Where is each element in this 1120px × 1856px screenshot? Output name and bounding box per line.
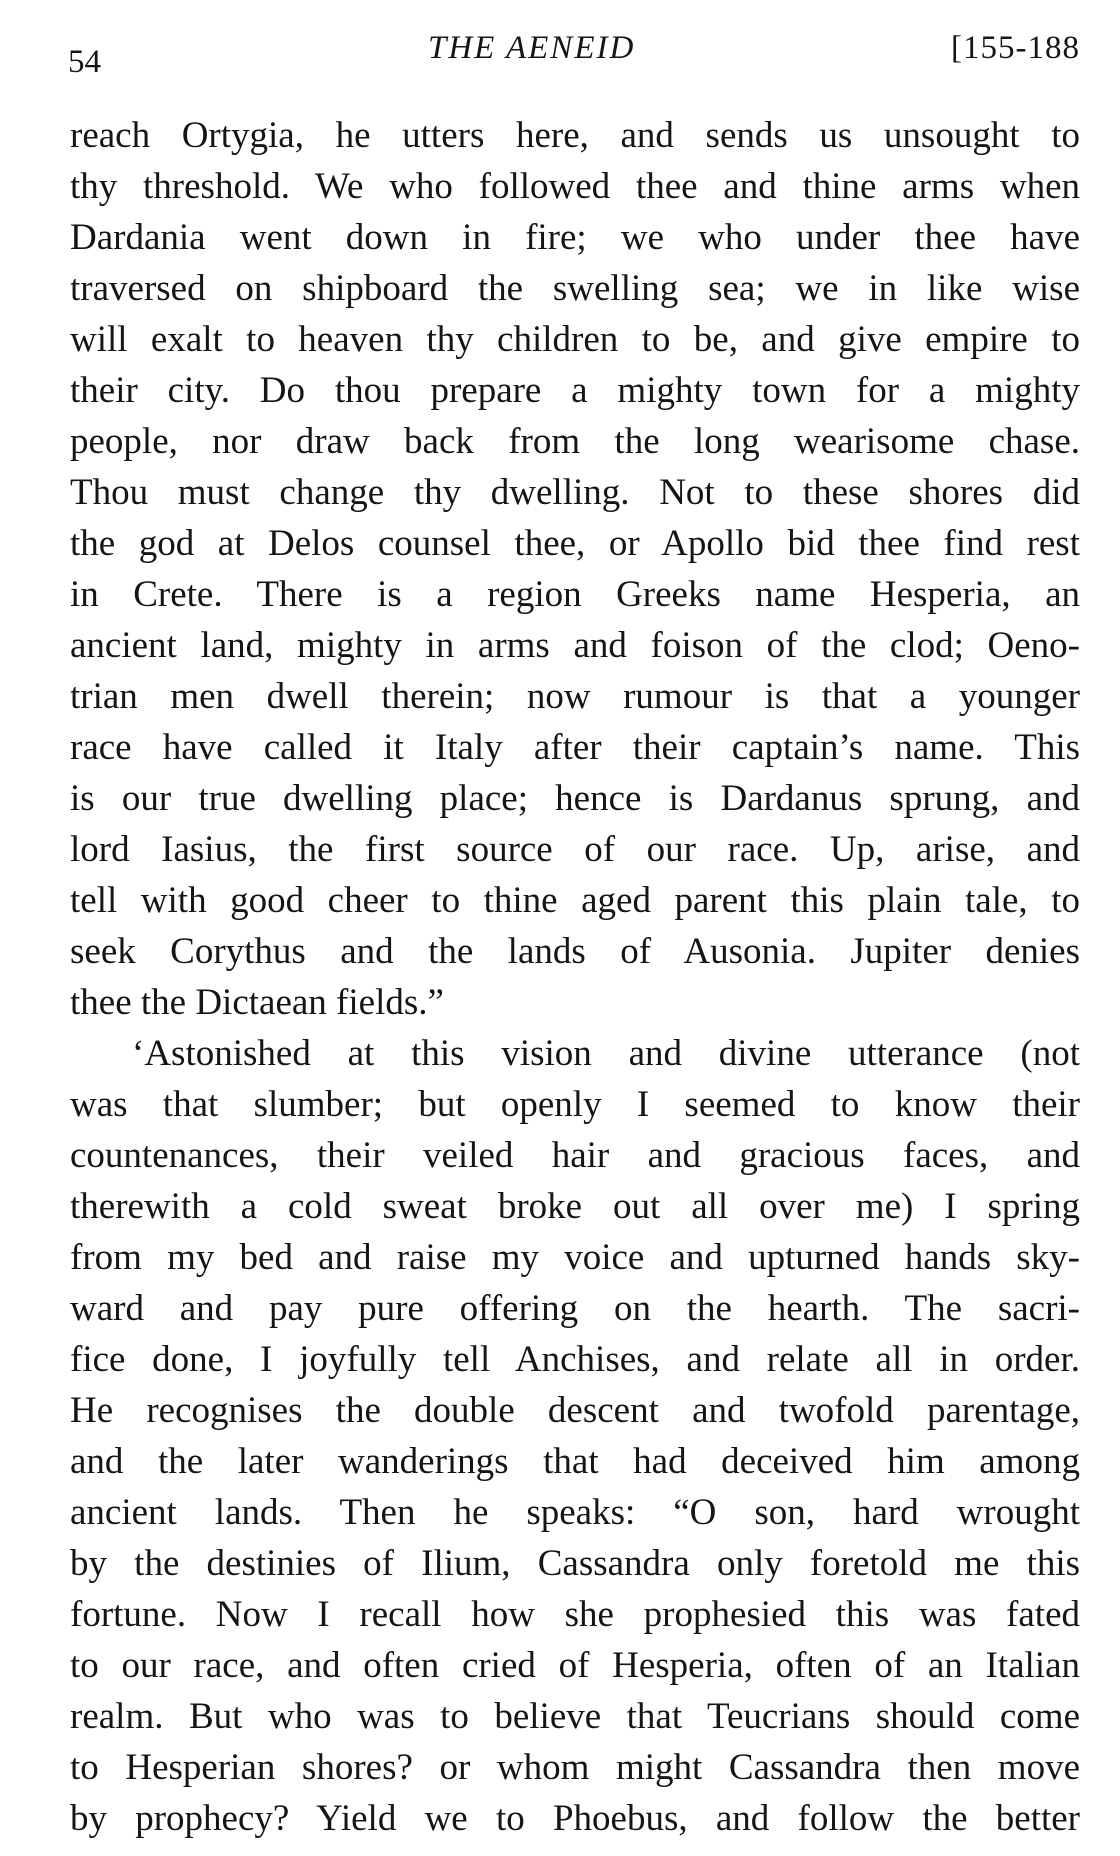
text-line: race have called it Italy after their captain’s name. This (70, 727, 1080, 768)
text-line: He recognises the double descent and twofold parentage, (70, 1390, 1080, 1431)
body-text (70, 110, 1080, 1844)
text-line: countenances, their veiled hair and gracious faces, and (70, 1135, 1080, 1176)
text-line: ancient lands. Then he speaks: “O son, hard wrought (70, 1492, 1080, 1533)
text-line: reach Ortygia, he utters here, and sends us unsought to (70, 115, 1080, 156)
text-line: to our race, and often cried of Hesperia, often of an Italian (70, 1645, 1080, 1686)
text-line: their city. Do thou prepare a mighty town for a mighty (70, 370, 1080, 411)
text-line: people, nor draw back from the long wearisome chase. (70, 421, 1080, 462)
text-line: and the later wanderings that had deceived him among (70, 1441, 1080, 1482)
text-line: by the destinies of Ilium, Cassandra only foretold me this (70, 1543, 1080, 1584)
text-line: Dardania went down in fire; we who under thee have (70, 217, 1080, 258)
text-line: fortune. Now I recall how she prophesied this was fated (70, 1594, 1080, 1635)
text-line: ward and pay pure offering on the hearth. The sacri- (70, 1288, 1080, 1329)
text-line: seek Corythus and the lands of Ausonia. Jupiter denies (70, 931, 1080, 972)
text-line: thy threshold. We who followed thee and thine arms when (70, 166, 1080, 207)
page-number: 54 (68, 44, 101, 80)
running-head (68, 30, 1080, 80)
text-line: Thou must change thy dwelling. Not to these shores did (70, 472, 1080, 513)
text-line: to Hesperian shores? or whom might Cassandra then move (70, 1747, 1080, 1788)
text-line: will exalt to heaven thy children to be, and give empire to (70, 319, 1080, 360)
text-line: tell with good cheer to thine aged parent this plain tale, to (70, 880, 1080, 921)
text-line: was that slumber; but openly I seemed to know their (70, 1084, 1080, 1125)
text-line: ‘Astonished at this vision and divine utterance (not (132, 1033, 1080, 1074)
text-line: realm. But who was to believe that Teucrians should come (70, 1696, 1080, 1737)
text-line: therewith a cold sweat broke out all over me) I spring (70, 1186, 1080, 1227)
text-line: trian men dwell therein; now rumour is that a younger (70, 676, 1080, 717)
text-line: from my bed and raise my voice and upturned hands sky- (70, 1237, 1080, 1278)
text-line: by prophecy? Yield we to Phoebus, and follow the better (70, 1798, 1080, 1839)
text-line: in Crete. There is a region Greeks name Hesperia, an (70, 574, 1080, 615)
text-line: traversed on shipboard the swelling sea; we in like wise (70, 268, 1080, 309)
running-title: THE AENEID (428, 30, 636, 66)
text-line: fice done, I joyfully tell Anchises, and relate all in order. (70, 1339, 1080, 1380)
line-range: [155-188 (951, 30, 1080, 66)
text-line: ancient land, mighty in arms and foison of the clod; Oeno- (70, 625, 1080, 666)
text-line: lord Iasius, the first source of our race. Up, arise, and (70, 829, 1080, 870)
text-line: the god at Delos counsel thee, or Apollo bid thee find rest (70, 523, 1080, 564)
text-line: thee the Dictaean fields.” (70, 982, 444, 1023)
text-line: is our true dwelling place; hence is Dardanus sprung, and (70, 778, 1080, 819)
